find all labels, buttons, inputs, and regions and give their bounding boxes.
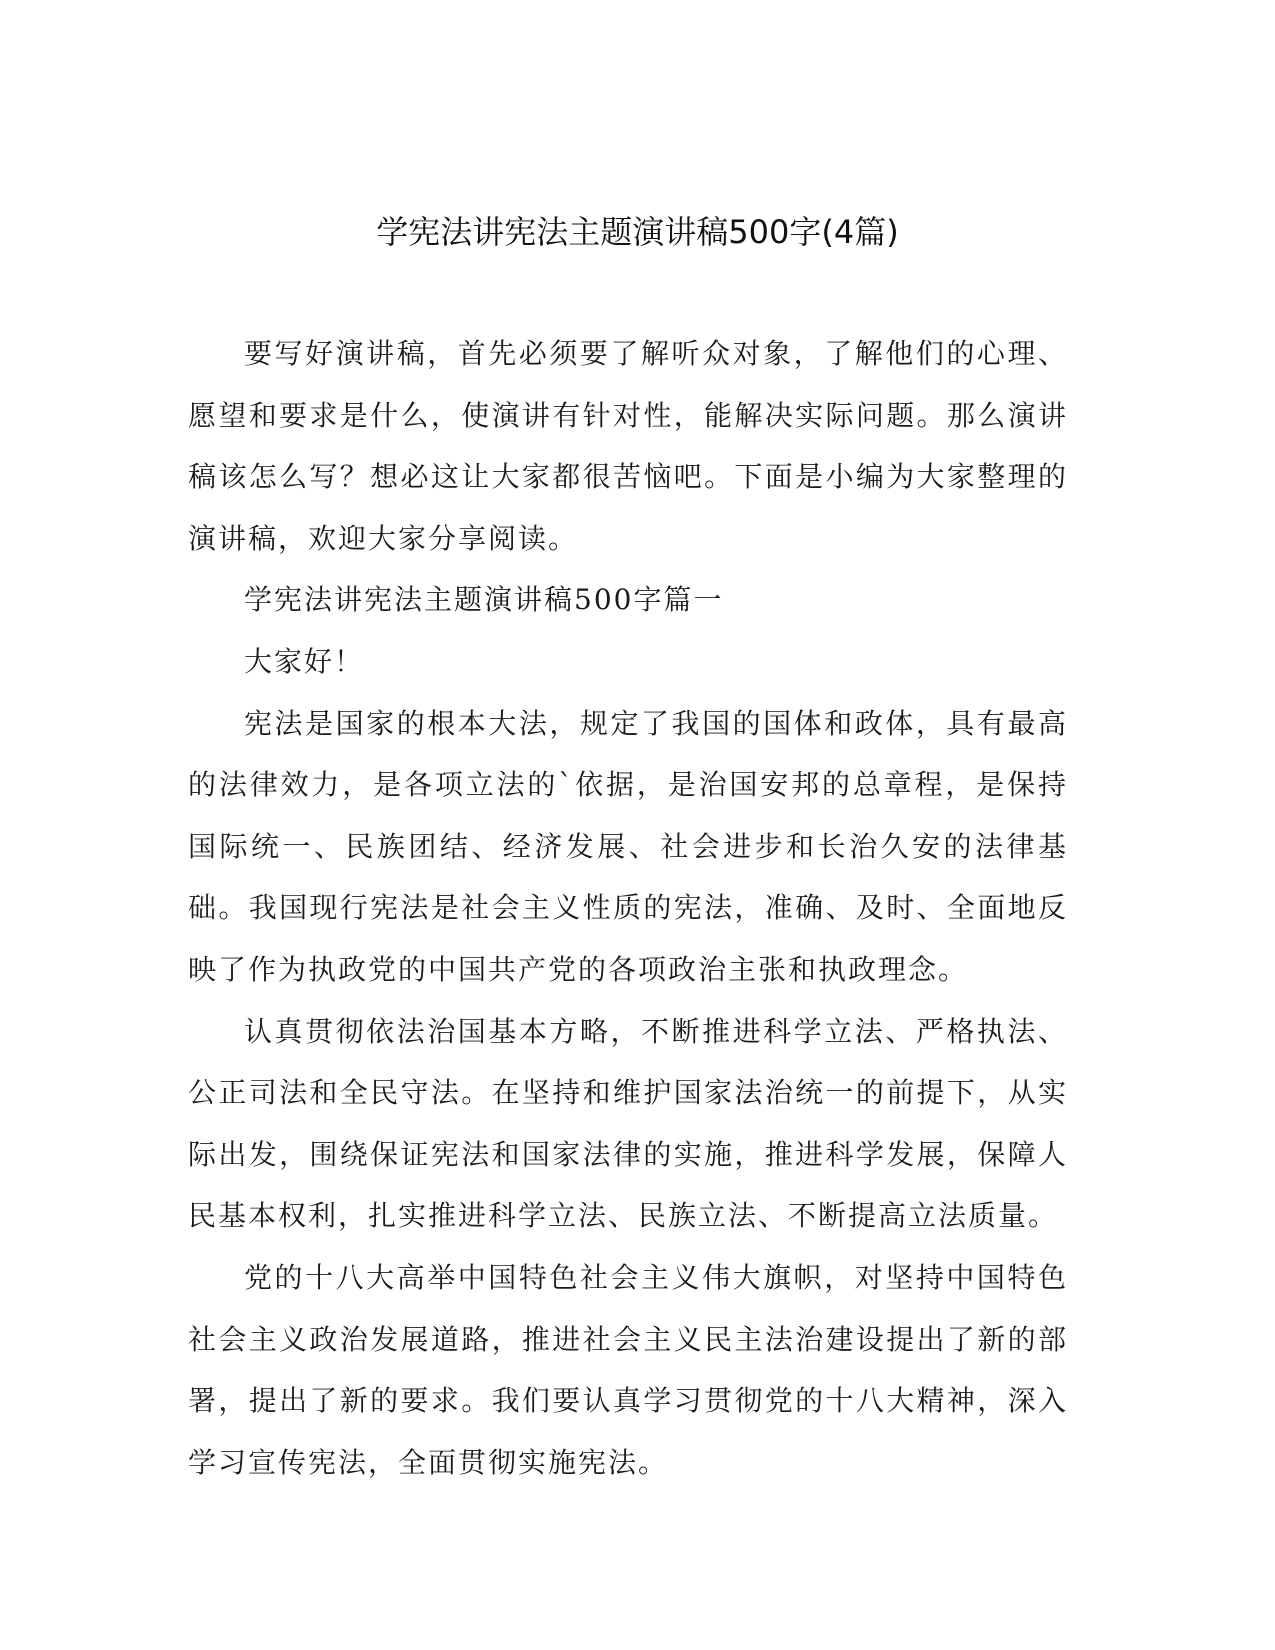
document-title: 学宪法讲宪法主题演讲稿500字(4篇): [376, 213, 899, 251]
body-paragraph: 宪法是国家的根本大法，规定了我国的国体和政体，具有最高的法律效力，是各项立法的`依据，是治国安邦的总章程，是保持国际统一、民族团结、经济发展、社会进步和长治久安的法律基础。我国现行宪法是社会主义性质的宪法，准确、及时、全面地反映了作为执政党的中国共产党的各项政治主张和执政理念。: [188, 706, 1068, 986]
section-heading: 学宪法讲宪法主题演讲稿500字篇一: [244, 583, 724, 617]
greeting-paragraph: 大家好！: [244, 644, 365, 678]
intro-paragraph: 要写好演讲稿，首先必须要了解听众对象，了解他们的心理、愿望和要求是什么，使演讲有针对性，能解决实际问题。那么演讲稿该怎么写？想必这让大家都很苦恼吧。下面是小编为大家整理的演讲稿，欢迎大家分享阅读。: [188, 337, 1068, 555]
body-paragraph: 党的十八大高举中国特色社会主义伟大旗帜，对坚持中国特色社会主义政治发展道路，推进社会主义民主法治建设提出了新的部署，提出了新的要求。我们要认真学习贯彻党的十八大精神，深入学习宣传宪法，全面贯彻实施宪法。: [188, 1260, 1068, 1479]
document-body: [188, 323, 1068, 1493]
body-paragraph: 认真贯彻依法治国基本方略，不断推进科学立法、严格执法、公正司法和全民守法。在坚持和维护国家法治统一的前提下，从实际出发，围绕保证宪法和国家法律的实施，推进科学发展，保障人民基本权利，扎实推进科学立法、民族立法、不断提高立法质量。: [188, 1014, 1068, 1233]
